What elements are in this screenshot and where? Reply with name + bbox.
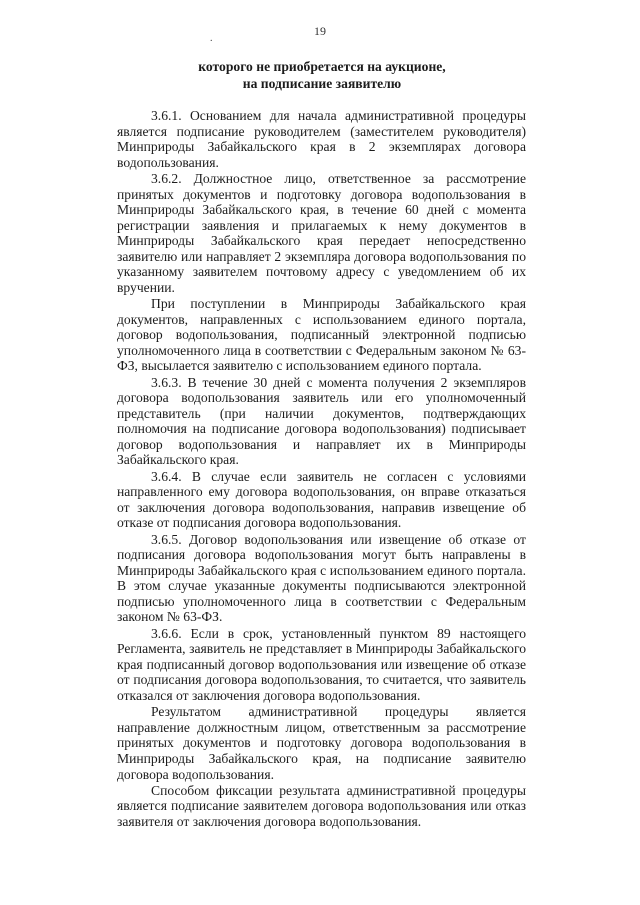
paragraph-3-6-6: 3.6.6. Если в срок, установленный пунктом 89 настоящего Регламента, заявитель не представляет в Минприроды Забайкальского края подписанный договор водопользования или извещение об отказе от подписания договора водопользования, то считается, что заявитель отказался от заключения договора водопользования. [117,625,526,704]
paragraph-result: Результатом административной процедуры является направление должностным лицом, ответственным за рассмотрение принятых документов и подготовку договора водопользования в Минприроды Забайкальского края, на подписание заявителю договора водопользования. [117,704,526,782]
section-heading [118,58,526,92]
heading-line-2: на подписание заявителю [242,76,402,91]
document-body [117,108,526,830]
paragraph-3-6-1: 3.6.1. Основанием для начала административной процедуры является подписание руководителем (заместителем руководителя) Минприроды Забайкальского края в 2 экземплярах договора водопользования. [117,108,526,170]
paragraph-3-6-4: 3.6.4. В случае если заявитель не согласен с условиями направленного ему договора водопользования, он вправе отказаться от заключения договора водопользования, направив извещение об отказе от подписания договора водопользования. [117,468,526,531]
paragraph-3-6-2: 3.6.2. Должностное лицо, ответственное за рассмотрение принятых документов и подготовку договора водопользования в Минприроды Забайкальского края, в течение 60 дней с момента регистрации заявления и прилагаемых к нему документов в Минприроды Забайкальского края передает непосредственно заявителю или направляет 2 экземпляра договора водопользования по указанному заявителем почтовому адресу с уведомлением об их вручении. [117,170,526,295]
paragraph-fixation: Способом фиксации результата административной процедуры является подписание заявителем договора водопользования или отказ заявителя от заключения договора водопользования. [117,782,526,829]
heading-line-1: которого не приобретается на аукционе, [198,59,446,74]
paragraph-portal-delivery: При поступлении в Минприроды Забайкальского края документов, направленных с использованием единого портала, договор водопользования, подписанный электронной подписью уполномоченного лица в соответствии с Федеральным законом № 63-ФЗ, высылается заявителю с использованием единого портала. [117,296,526,374]
paragraph-3-6-3: 3.6.3. В течение 30 дней с момента получения 2 экземпляров договора водопользования заявитель или его уполномоченный представитель (при наличии документов, подтверждающих полномочия на подписание договора водопользования) подписывает договор водопользования и направляет их в Минприроды Забайкальского края. [117,374,526,468]
paragraph-3-6-5: 3.6.5. Договор водопользования или извещение об отказе от подписания договора водопользования могут быть направлены в Минприроды Забайкальского края с использованием единого портала. В этом случае указанные документы подписываются электронной подписью уполномоченного лица в соответствии с Федеральным законом № 63-ФЗ. [117,531,526,625]
stray-mark: . [210,33,213,44]
page-number: 19 [314,24,326,38]
